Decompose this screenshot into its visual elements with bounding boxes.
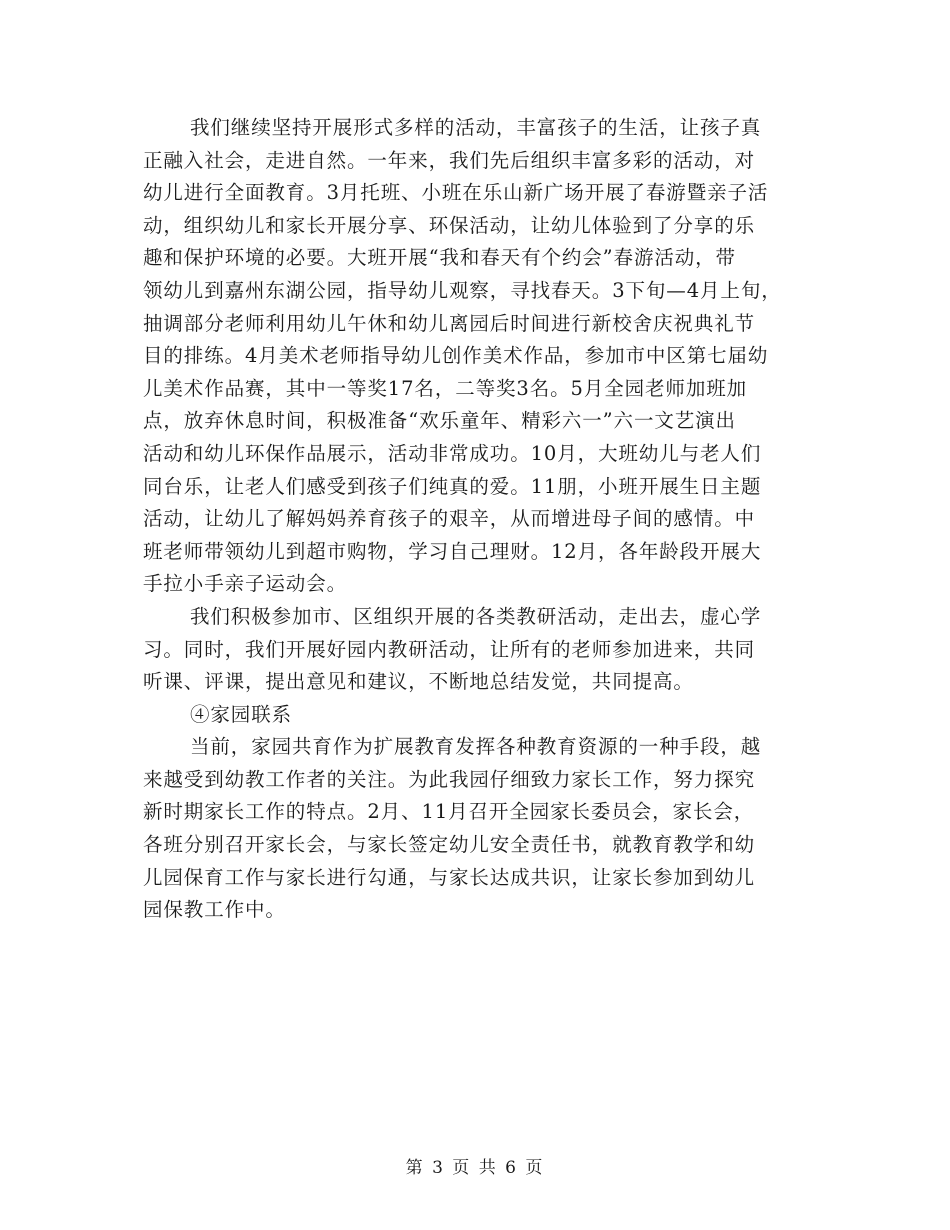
paragraph-line: 各班分别召开家长会，与家长签定幼儿安全责任书，就教育教学和幼: [143, 833, 756, 857]
paragraph-line: 班老师带领幼儿到超市购物，学习自己理财。12月，各年龄段开展大: [143, 539, 762, 563]
paragraph-line: 抽调部分老师利用幼儿午休和幼儿离园后时间进行新校舍庆祝典礼节: [143, 311, 756, 335]
paragraph-line: 领幼儿到嘉州东湖公园，指导幼儿观察，寻找春天。3下旬—4月上旬，: [143, 278, 782, 302]
paragraph-line: 我们继续坚持开展形式多样的活动，丰富孩子的生活，让孩子真: [190, 116, 762, 139]
body-text: [143, 112, 808, 927]
paragraph-line: 趣和保护环境的必要。大班开展“我和春天有个约会”春游活动，带: [143, 246, 736, 270]
paragraph-line: 活动和幼儿环保作品展示，活动非常成功。10月，大班幼儿与老人们: [143, 441, 762, 465]
paragraph-line: 园保教工作中。: [143, 898, 286, 922]
page-number-footer: 第 3 页 共 6 页: [405, 1158, 545, 1178]
paragraph-line: 来越受到幼教工作者的关注。为此我园仔细致力家长工作，努力探究: [143, 767, 756, 791]
paragraph-line: 当前，家园共育作为扩展教育发挥各种教育资源的一种手段，越: [190, 735, 762, 759]
paragraph-line: 同台乐，让老人们感受到孩子们纯真的爱。11朋，小班开展生日主题: [143, 474, 762, 498]
paragraph-line: 习。同时，我们开展好园内教研活动，让所有的老师参加进来，共同: [143, 637, 756, 661]
paragraph-line: 手拉小手亲子运动会。: [143, 572, 348, 596]
paragraph-line: 活动，让幼儿了解妈妈养育孩子的艰辛，从而增进母子间的感情。中: [143, 507, 756, 531]
paragraph-line: 儿园保育工作与家长进行勾通，与家长达成共识，让家长参加到幼儿: [143, 865, 756, 889]
paragraph-line: 目的排练。4月美术老师指导幼儿创作美术作品，参加市中区第七届幼: [143, 344, 769, 368]
paragraph-line: 听课、评课，提出意见和建议，不断地总结发觉，共同提高。: [143, 670, 694, 694]
paragraph-line: 我们积极参加市、区组织开展的各类教研活动，走出去，虚心学: [190, 604, 762, 628]
paragraph-line: 幼儿进行全面教育。3月托班、小班在乐山新广场开展了春游暨亲子活: [143, 181, 769, 205]
paragraph-line: 新时期家长工作的特点。2月、11月召开全园家长委员会，家长会，: [143, 800, 755, 824]
paragraph-line: 动，组织幼儿和家长开展分享、环保活动，让幼儿体验到了分享的乐: [143, 213, 756, 237]
paragraph-line: 点，放弃休息时间，积极准备“欢乐童年、精彩六一”六一文艺演出: [143, 409, 736, 433]
paragraph-line: 正融入社会，走进自然。一年来，我们先后组织丰富多彩的活动，对: [143, 148, 756, 172]
paragraph-line: 儿美术作品赛，其中一等奖17名，二等奖3名。5月全园老师加班加: [143, 376, 748, 400]
section-heading: ④家园联系: [190, 702, 293, 726]
